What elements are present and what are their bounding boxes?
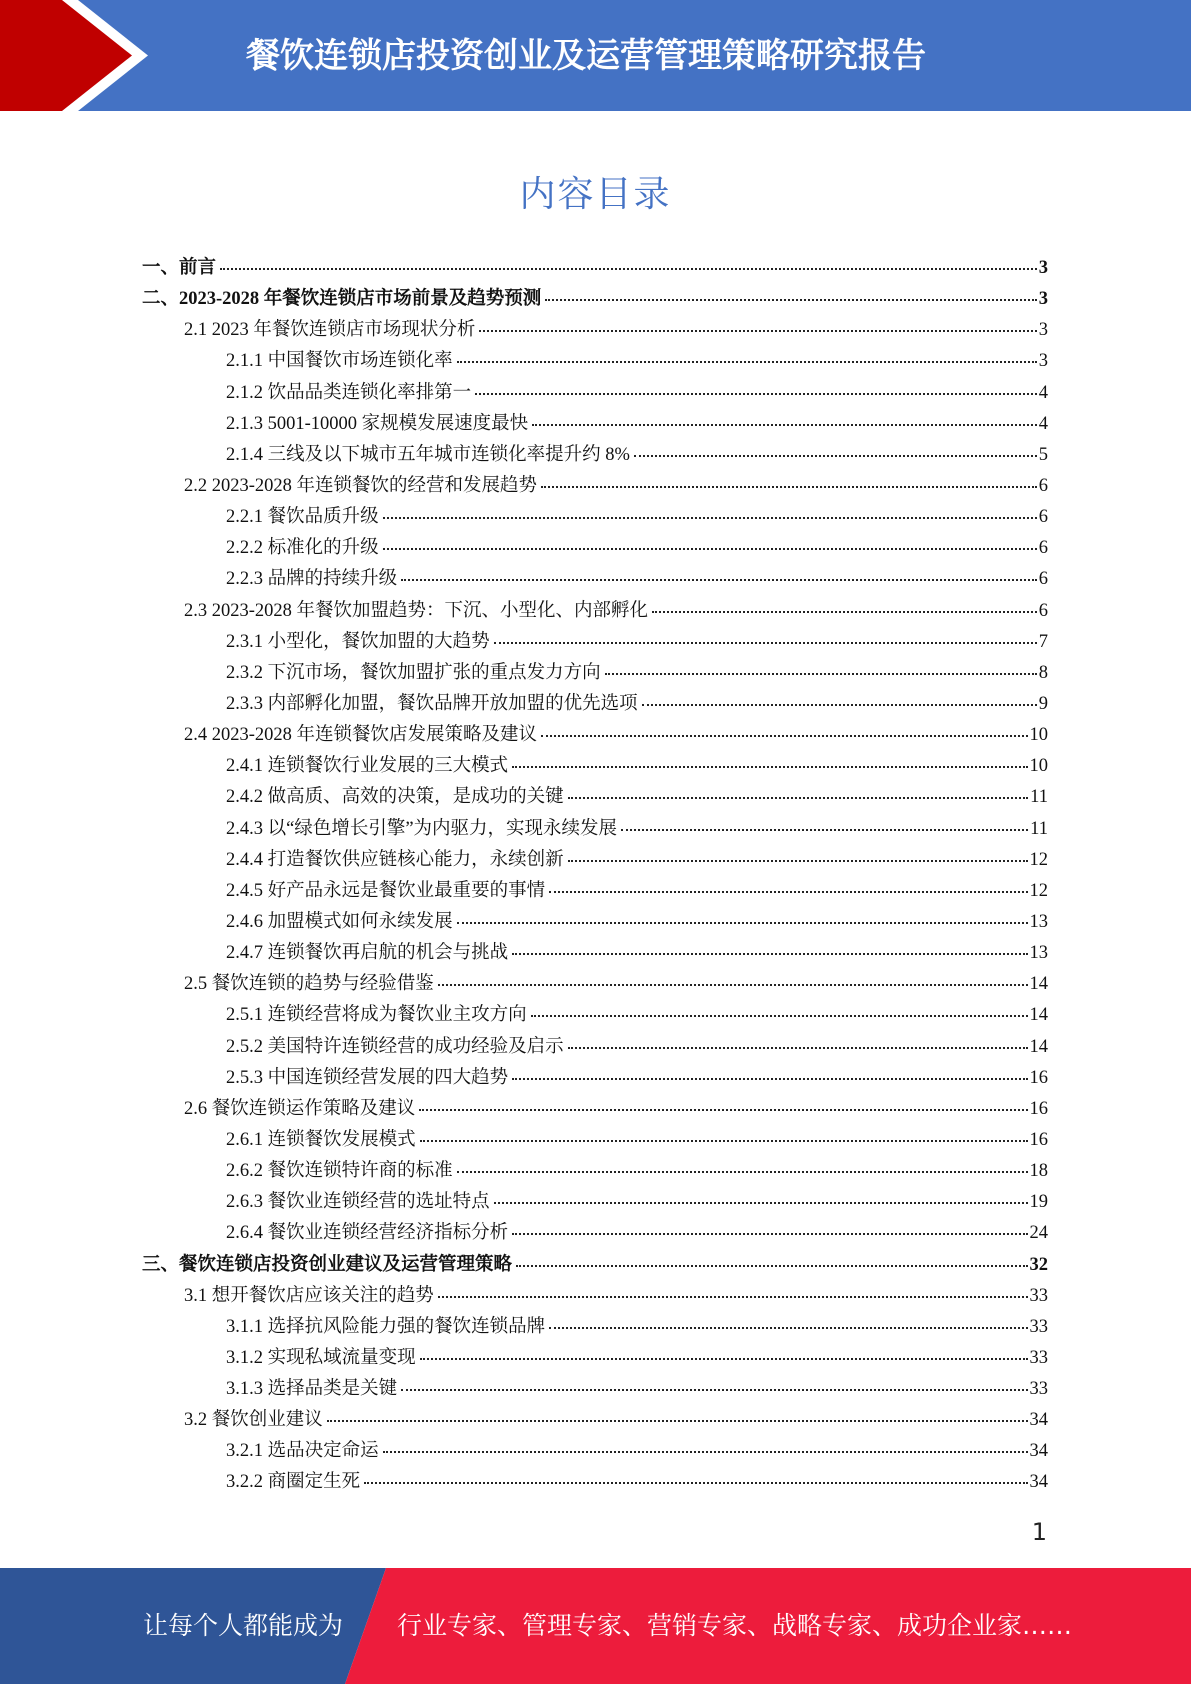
toc-entry-page: 32 xyxy=(1029,1254,1048,1275)
footer-banner xyxy=(0,1568,1191,1684)
toc-entry[interactable] xyxy=(184,1405,1048,1436)
toc-dot-leader xyxy=(420,1356,1028,1360)
toc-entry-label: 3.1.3 选择品类是关键 xyxy=(226,1379,398,1400)
toc-entry-label: 3.1.2 实现私域流量变现 xyxy=(226,1347,416,1368)
toc-entry-page: 16 xyxy=(1029,1067,1048,1088)
toc-dot-leader xyxy=(512,1231,1027,1235)
toc-dot-leader xyxy=(383,1449,1028,1453)
toc-entry-label: 3.2.1 选品决定命运 xyxy=(226,1441,379,1462)
toc-heading: 内容目录 xyxy=(519,174,672,215)
toc-entry-label: 2.4.3 以“绿色增长引擎”为内驱力，实现永续发展 xyxy=(226,818,618,839)
toc-entry-label: 2.4.1 连锁餐饮行业发展的三大模式 xyxy=(226,756,509,777)
toc-dot-leader xyxy=(549,889,1027,893)
toc-entry-page: 3 xyxy=(1038,351,1048,372)
toc-entry[interactable] xyxy=(226,814,1048,845)
toc-entry-label: 2.3.2 下沉市场，餐饮加盟扩张的重点发力方向 xyxy=(226,662,601,683)
toc-dot-leader xyxy=(494,640,1037,644)
toc-entry[interactable] xyxy=(184,315,1048,346)
toc-entry-label: 2.2.3 品牌的持续升级 xyxy=(226,569,398,590)
toc-entry[interactable] xyxy=(226,1187,1048,1218)
toc-dot-leader xyxy=(401,1387,1027,1391)
toc-entry[interactable] xyxy=(226,1032,1048,1063)
toc-entry-page: 14 xyxy=(1029,1036,1048,1057)
toc-dot-leader xyxy=(545,297,1036,301)
toc-entry-page: 12 xyxy=(1029,849,1048,870)
toc-entry-label: 2.1 2023 年餐饮连锁店市场现状分析 xyxy=(184,320,476,341)
toc-dot-leader xyxy=(531,1013,1028,1017)
toc-entry-page: 14 xyxy=(1029,1005,1048,1026)
toc-entry-label: 2.1.2 饮品品类连锁化率排第一 xyxy=(226,382,472,403)
toc-entry-page: 24 xyxy=(1029,1223,1048,1244)
toc-entry-label: 2.6.3 餐饮业连锁经营的选址特点 xyxy=(226,1192,490,1213)
toc-entry[interactable] xyxy=(226,689,1048,720)
toc-dot-leader xyxy=(438,982,1028,986)
toc-entry[interactable] xyxy=(226,1218,1048,1249)
toc-entry-label: 2.6.4 餐饮业连锁经营经济指标分析 xyxy=(226,1223,509,1244)
toc-entry-page: 3 xyxy=(1038,258,1048,278)
toc-entry-page: 3 xyxy=(1038,320,1048,341)
toc-entry[interactable] xyxy=(226,876,1048,907)
toc-entry-page: 33 xyxy=(1029,1316,1048,1337)
toc-entry[interactable] xyxy=(226,1000,1048,1031)
toc-entry-label: 2.6 餐饮连锁运作策略及建议 xyxy=(184,1098,416,1119)
toc-dot-leader xyxy=(541,484,1037,488)
toc-dot-leader xyxy=(457,359,1037,363)
toc-entry[interactable] xyxy=(226,1156,1048,1187)
toc-entry[interactable] xyxy=(142,1250,1048,1281)
toc-dot-leader xyxy=(364,1480,1027,1484)
toc-entry[interactable] xyxy=(226,627,1048,658)
toc-dot-leader xyxy=(642,702,1037,706)
toc-entry-page: 6 xyxy=(1038,569,1048,590)
toc-entry-page: 8 xyxy=(1038,662,1048,683)
toc-dot-leader xyxy=(652,609,1037,613)
toc-entry-page: 9 xyxy=(1038,693,1048,714)
toc-entry-label: 3.2 餐饮创业建议 xyxy=(184,1410,323,1431)
toc-entry[interactable] xyxy=(226,409,1048,440)
toc-entry-label: 2.5.3 中国连锁经营发展的四大趋势 xyxy=(226,1067,509,1088)
toc-entry-page: 11 xyxy=(1030,787,1048,808)
toc-dot-leader xyxy=(479,328,1036,332)
toc-entry[interactable] xyxy=(226,1063,1048,1094)
toc-entry-label: 2.4.7 连锁餐饮再启航的机会与挑战 xyxy=(226,943,509,964)
toc-entry-page: 33 xyxy=(1029,1347,1048,1368)
toc-entry-page: 10 xyxy=(1029,756,1048,777)
toc-entry-page: 6 xyxy=(1038,475,1048,496)
toc-entry[interactable] xyxy=(142,253,1048,284)
toc-entry-label: 2.2 2023-2028 年连锁餐饮的经营和发展趋势 xyxy=(184,475,538,496)
page-number: 1 xyxy=(1031,1518,1047,1546)
report-title: 餐饮连锁店投资创业及运营管理策略研究报告 xyxy=(246,36,926,76)
toc-entry-page: 14 xyxy=(1029,974,1048,995)
toc-entry-label: 2.4.2 做高质、高效的决策，是成功的关键 xyxy=(226,787,564,808)
toc-dot-leader xyxy=(568,1045,1028,1049)
toc-entry-label: 2.3 2023-2028 年餐饮加盟趋势：下沉、小型化、内部孵化 xyxy=(184,600,649,621)
toc-entry-page: 3 xyxy=(1038,289,1048,310)
toc-dot-leader xyxy=(419,1107,1027,1111)
toc-dot-leader xyxy=(438,1294,1028,1298)
toc-dot-leader xyxy=(516,1263,1027,1267)
toc-entry-label: 2.3.1 小型化，餐饮加盟的大趋势 xyxy=(226,631,490,652)
footer-slogan-right: 行业专家、管理专家、营销专家、战略专家、成功企业家…… xyxy=(397,1611,1073,1640)
toc-entry[interactable] xyxy=(226,1312,1048,1343)
toc-entry[interactable] xyxy=(184,596,1048,627)
toc-entry-page: 5 xyxy=(1038,444,1048,465)
toc-entry-label: 三、餐饮连锁店投资创业建议及运营管理策略 xyxy=(142,1254,513,1275)
toc-entry-label: 2.4.5 好产品永远是餐饮业最重要的事情 xyxy=(226,880,546,901)
toc-entry-label: 2.4.4 打造餐饮供应链核心能力，永续创新 xyxy=(226,849,564,870)
toc-entry-label: 2.6.1 连锁餐饮发展模式 xyxy=(226,1129,416,1150)
toc-entry[interactable] xyxy=(226,907,1048,938)
toc-entry[interactable] xyxy=(226,1343,1048,1374)
toc-entry[interactable] xyxy=(226,346,1048,377)
toc-entry-label: 2.5.1 连锁经营将成为餐饮业主攻方向 xyxy=(226,1005,527,1026)
header-banner xyxy=(0,0,1191,111)
toc-entry-page: 16 xyxy=(1029,1129,1048,1150)
toc-entry-page: 19 xyxy=(1029,1192,1048,1213)
toc-dot-leader xyxy=(383,515,1037,519)
toc-entry-page: 33 xyxy=(1029,1379,1048,1400)
toc-entry-page: 6 xyxy=(1038,600,1048,621)
toc-dot-leader xyxy=(475,391,1037,395)
toc-entry[interactable] xyxy=(184,471,1048,502)
toc-dot-leader xyxy=(605,671,1037,675)
toc-entry-page: 6 xyxy=(1038,507,1048,528)
toc-entry-page: 34 xyxy=(1029,1472,1048,1493)
toc-entry-label: 3.1 想开餐饮店应该关注的趋势 xyxy=(184,1285,434,1306)
toc-entry-label: 2.1.1 中国餐饮市场连锁化率 xyxy=(226,351,453,372)
toc-entry[interactable] xyxy=(226,845,1048,876)
toc-entry-page: 6 xyxy=(1038,538,1048,559)
toc-entry-page: 34 xyxy=(1029,1441,1048,1462)
toc-entry[interactable] xyxy=(226,1374,1048,1405)
toc-dot-leader xyxy=(512,951,1027,955)
toc-dot-leader xyxy=(568,795,1029,799)
toc-dot-leader xyxy=(512,764,1027,768)
toc-dot-leader xyxy=(220,266,1037,270)
toc-entry-page: 34 xyxy=(1029,1410,1048,1431)
toc-dot-leader xyxy=(383,546,1037,550)
toc-dot-leader xyxy=(541,733,1027,737)
toc-entry[interactable] xyxy=(226,938,1048,969)
toc-entry[interactable] xyxy=(226,1467,1048,1498)
toc-dot-leader xyxy=(401,577,1037,581)
toc-entry-page: 10 xyxy=(1029,725,1048,746)
toc-dot-leader xyxy=(532,422,1037,426)
toc-entry[interactable] xyxy=(184,969,1048,1000)
toc-entry[interactable] xyxy=(184,1094,1048,1125)
toc-dot-leader xyxy=(494,1200,1028,1204)
toc-dot-leader xyxy=(420,1138,1028,1142)
toc-dot-leader xyxy=(621,827,1028,831)
toc-entry-label: 2.3.3 内部孵化加盟，餐饮品牌开放加盟的优先选项 xyxy=(226,693,638,714)
toc-dot-leader xyxy=(549,1325,1027,1329)
toc-entry-label: 2.1.4 三线及以下城市五年城市连锁化率提升约 8% xyxy=(226,444,630,465)
toc-entry-page: 12 xyxy=(1029,880,1048,901)
toc-entry[interactable] xyxy=(226,533,1048,564)
toc-entry-label: 2.6.2 餐饮连锁特许商的标准 xyxy=(226,1161,453,1182)
toc-dot-leader xyxy=(457,920,1028,924)
toc-entry[interactable] xyxy=(226,782,1048,813)
toc-entry-label: 2.1.3 5001-10000 家规模发展速度最快 xyxy=(226,413,529,434)
toc-entry-page: 7 xyxy=(1038,631,1048,652)
footer-slogan-left: 让每个人都能成为 xyxy=(143,1611,344,1640)
toc-entry-label: 2.4 2023-2028 年连锁餐饮店发展策略及建议 xyxy=(184,725,538,746)
table-of-contents xyxy=(0,253,1191,1499)
toc-dot-leader xyxy=(634,453,1037,457)
toc-entry-label: 一、前言 xyxy=(142,258,217,278)
toc-entry-label: 2.5.2 美国特许连锁经营的成功经验及启示 xyxy=(226,1036,564,1057)
toc-entry-label: 3.1.1 选择抗风险能力强的餐饮连锁品牌 xyxy=(226,1316,546,1337)
toc-entry[interactable] xyxy=(226,751,1048,782)
toc-entry[interactable] xyxy=(226,1125,1048,1156)
toc-entry-label: 2.2.2 标准化的升级 xyxy=(226,538,379,559)
toc-entry[interactable] xyxy=(226,440,1048,471)
toc-dot-leader xyxy=(568,858,1028,862)
toc-dot-leader xyxy=(512,1076,1027,1080)
toc-entry[interactable] xyxy=(226,1436,1048,1467)
toc-entry-page: 18 xyxy=(1029,1161,1048,1182)
toc-entry-label: 2.4.6 加盟模式如何永续发展 xyxy=(226,911,453,932)
toc-entry-page: 4 xyxy=(1038,382,1048,403)
toc-entry-page: 13 xyxy=(1029,943,1048,964)
toc-entry-label: 2.2.1 餐饮品质升级 xyxy=(226,507,379,528)
toc-dot-leader xyxy=(327,1418,1028,1422)
toc-entry[interactable] xyxy=(184,1281,1048,1312)
toc-entry-label: 2.5 餐饮连锁的趋势与经验借鉴 xyxy=(184,974,434,995)
toc-entry-page: 11 xyxy=(1030,818,1048,839)
toc-dot-leader xyxy=(457,1169,1028,1173)
toc-entry-page: 16 xyxy=(1029,1098,1048,1119)
toc-entry[interactable] xyxy=(226,502,1048,533)
toc-entry[interactable] xyxy=(226,564,1048,595)
toc-entry[interactable] xyxy=(142,284,1048,315)
toc-entry[interactable] xyxy=(226,378,1048,409)
toc-entry[interactable] xyxy=(226,658,1048,689)
toc-entry-label: 二、2023-2028 年餐饮连锁店市场前景及趋势预测 xyxy=(142,289,542,310)
toc-entry-label: 3.2.2 商圈定生死 xyxy=(226,1472,361,1493)
toc-entry-page: 4 xyxy=(1038,413,1048,434)
toc-entry[interactable] xyxy=(184,720,1048,751)
toc-entry-page: 33 xyxy=(1029,1285,1048,1306)
toc-entry-page: 13 xyxy=(1029,911,1048,932)
